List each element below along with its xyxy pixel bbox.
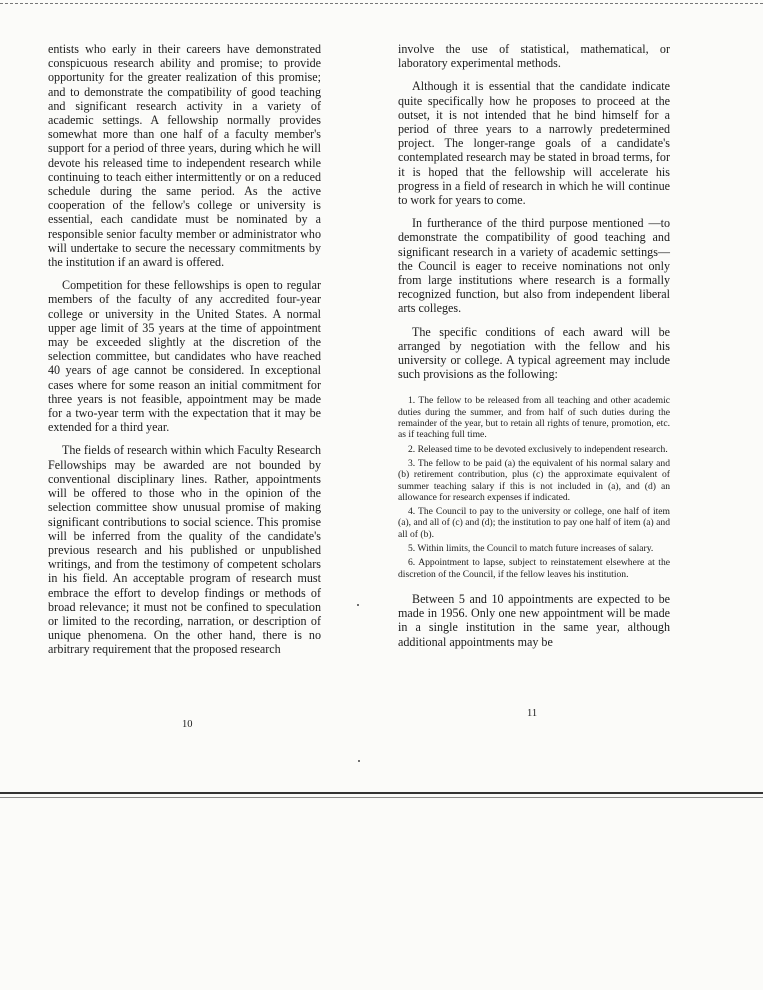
- provision-item: 2. Released time to be devoted exclusively to independent research.: [408, 443, 668, 455]
- left-paragraph-1: entists who early in their careers have demonstrated conspicuous research ability and promise; to provide opportunity for the greater realization of this promise; and to demonstrate the compatibility of good teaching and significant research activity in a variety of academic settings. A fellowship normally provides somewhat more than one half of a faculty member's support for a period of three years, during which he will devote his released time to independent research while continuing to teach either intermittently or on a reduced schedule during the same period. As the active cooperation of the fellow's college or university is essential, each candidate must be nominated by a responsible senior faculty member or administrator who will undertake to secure the necessary commitments by the institution if an award is offered.: [48, 42, 321, 270]
- scan-top-edge: [0, 3, 763, 4]
- provision-item: 6. Appointment to lapse, subject to reinstatement elsewhere at the discretion of the Council, if the fellow leaves his institution.: [398, 557, 670, 580]
- right-paragraph-4: The specific conditions of each award will be arranged by negotiation with the fellow and his university or college. A typical agreement may include such provisions as the following:: [398, 324, 670, 382]
- right-paragraph-3: In furtherance of the third purpose mentioned —to demonstrate the compatibility of good teaching and significant research in a variety of academic settings—the Council is eager to receive nominations not only from large institutions where research is a formally recognized function, but also from independent liberal arts colleges.: [398, 216, 670, 316]
- left-page-column: [48, 42, 321, 666]
- provision-item: 4. The Council to pay to the university or college, one half of item (a), and all of (c) and (d); the institution to pay one half of item (a) and all of (b).: [398, 506, 670, 540]
- right-paragraph-1: involve the use of statistical, mathematical, or laboratory experimental methods.: [398, 42, 670, 71]
- left-page-number: 10: [182, 719, 193, 730]
- provision-item: 3. The fellow to be paid (a) the equivalent of his normal salary and (b) retirement contribution, plus (c) the approximate equivalent of summer teaching salary if this is not included in (a), and (d) an allowance for research expenses if indicated.: [398, 457, 670, 503]
- scan-bottom-edge-shadow: [0, 797, 763, 798]
- scan-bottom-edge: [0, 792, 763, 794]
- provision-item: 5. Within limits, the Council to match future increases of salary.: [408, 543, 654, 555]
- left-paragraph-3: The fields of research within which Faculty Research Fellowships may be awarded are not bounded by conventional disciplinary lines. Rather, appointments will be offered to those who in the opinion of the selection committee show unusual promise of making significant contributions to social science. This promise will be inferred from the quality of the candidate's previous research and his published or unpublished writings, and from the testimony of competent scholars in his field. An acceptable program of research must embrace the effort to develop findings or methods of broad relevance; it must not be confined to speculation or limited to the recording, narration, or description of unique phenomena. On the other hand, there is no arbitrary requirement that the proposed research: [48, 443, 321, 657]
- right-page-number: 11: [527, 708, 538, 719]
- left-paragraph-2: Competition for these fellowships is open to regular members of the faculty of any accredited four-year college or university in the United States. A normal upper age limit of 35 years at the time of appointment may be exceeded slightly at the discretion of the selection committee, but candidates who have reached 40 years of age cannot be considered. In exceptional cases where for some reason an initial commitment for three years is not feasible, appointment may be made for a two-year term with the expectation that it may be extended for a third year.: [48, 278, 321, 435]
- scan-speck: [357, 604, 359, 606]
- scan-speck: [358, 760, 360, 762]
- right-page-column: [398, 42, 670, 658]
- provision-item: 1. The fellow to be released from all teaching and other academic duties during the summer, and from half of such duties during the remainder of the year, but to retain all rights of tenure, promotion, etc. as if teaching full time.: [398, 395, 670, 441]
- right-paragraph-5: Between 5 and 10 appointments are expected to be made in 1956. Only one new appointment will be made in a single institution in the same year, although additional appointments may be: [398, 591, 670, 649]
- provisions-list: [398, 395, 670, 579]
- right-paragraph-2: Although it is essential that the candidate indicate quite specifically how he proposes to proceed at the outset, it is not intended that he bind himself for a period of three years to a narrowly predetermined project. The longer-range goals of a candidate's contemplated research may be stated in broad terms, for it is hoped that the fellowship will accelerate his progress in a field of research in which he will continue to work for years to come.: [398, 79, 670, 208]
